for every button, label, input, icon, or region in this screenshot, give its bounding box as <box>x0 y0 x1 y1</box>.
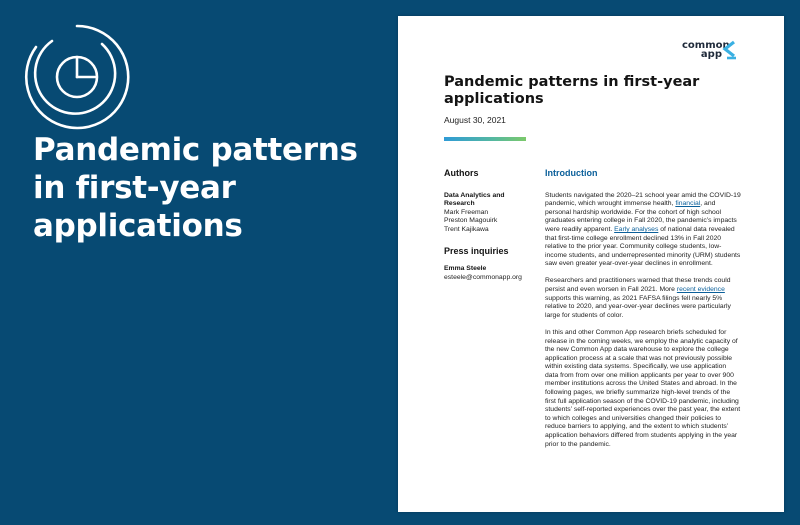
financial-link[interactable]: financial <box>675 200 701 208</box>
document-preview[interactable] <box>398 16 784 512</box>
paragraph-text: of national data revealed that first-time college enrollment declined 13% in Fall 2020 relative to the prior year. Community college students, low-income students, and underrepresented minority (URM) students saw even greater year-over-year declines in enrollment. <box>545 225 741 268</box>
press-contact-email: esteele@commonapp.org <box>444 273 522 281</box>
paragraph-text: , and personal hardship worldwide. For the cohort of high school graduates entering college in Fall 2020, the pandemic’s impacts were readily apparent. <box>545 200 737 233</box>
paragraph-text: Researchers and practitioners warned that these trends could persist and even worsen in Fall 2021. More <box>545 277 731 294</box>
author-name: Mark Freeman <box>444 208 489 216</box>
logo-mark-icon <box>722 40 738 60</box>
logo-line-1: common <box>682 40 730 51</box>
document-title: Pandemic patterns in first-year applications <box>444 74 700 107</box>
author-group: Data Analytics and <box>444 191 505 199</box>
pie-chart-icon <box>22 22 132 132</box>
paragraph-text: supports this warning, as 2021 FAFSA filings fell nearly 5% relative to 2020, and year-over-year declines were particularly large for students of color. <box>545 294 731 319</box>
recent-evidence-link[interactable]: recent evidence <box>676 286 725 294</box>
paragraph <box>545 192 741 269</box>
paragraph-text: Students navigated the 2020–21 school year amid the COVID-19 pandemic, which wrought immense health, <box>545 191 741 208</box>
document-date: August 30, 2021 <box>444 115 506 125</box>
paragraph: In this and other Common App research briefs scheduled for release in the coming weeks, we employ the analytic capacity of the new Common App data warehouse to explore the college application process at a scale that was not previously possible within existing data systems. Specifically, we use application data from from over one million applicants per year to over 900 member institutions across the United States and abroad. In the following pages, we briefly summarize high-level trends of the first full application season of the COVID-19 pandemic, including students’ self-reported experiences over the past year, the extent to which colleges and universities changed their policies to reduce barriers to applying, and the extent to which students’ application behaviors differed from students applying in the year prior to the pandemic. <box>545 328 741 448</box>
early-analyses-link[interactable]: Early analyses <box>614 225 659 233</box>
press-contact-name: Emma Steele <box>444 265 487 273</box>
author-name: Preston Magouirk <box>444 217 498 225</box>
authors-heading: Authors <box>444 168 479 178</box>
sidebar <box>444 169 534 282</box>
logo-wordmark <box>682 40 730 60</box>
hero-title: Pandemic patterns in first-year applications <box>33 132 358 244</box>
paragraph <box>545 277 741 320</box>
common-app-logo <box>682 40 738 60</box>
author-name: Trent Kajikawa <box>444 225 489 233</box>
introduction-heading: Introduction <box>545 168 598 178</box>
accent-divider <box>444 137 526 141</box>
author-group: Research <box>444 200 475 208</box>
press-heading: Press inquiries <box>444 245 509 256</box>
main-body <box>545 169 741 458</box>
logo-line-2: app <box>700 49 722 60</box>
